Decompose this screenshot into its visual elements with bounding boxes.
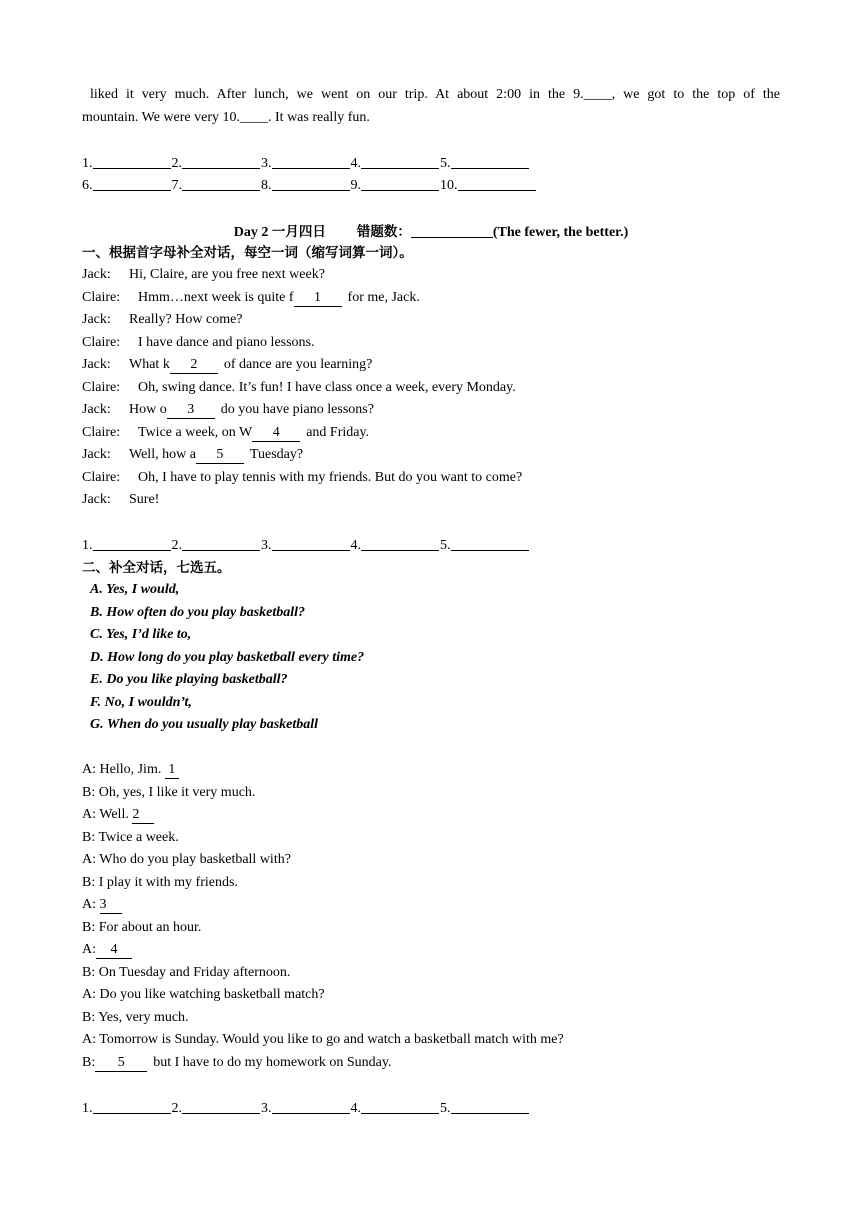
dialogue-text: How o <box>129 402 167 417</box>
dialogue-blank-1[interactable]: 1 <box>165 762 179 779</box>
option-d: D. How long do you play basketball every time? <box>90 649 365 665</box>
dialogue-text: A: <box>82 942 96 957</box>
dialogue-text: Tuesday? <box>249 447 304 462</box>
dialogue-text: Really? How come? <box>129 312 243 327</box>
speaker-label: Jack: <box>82 447 111 462</box>
dialogue-line <box>82 939 780 962</box>
errors-count-blank[interactable] <box>411 221 493 238</box>
dialogue-line: A: Tomorrow is Sunday. Would you like to go and watch a basketball match with me? <box>82 1032 564 1047</box>
section1-dialogue-line <box>82 467 780 490</box>
section2-answer-row <box>82 1097 780 1120</box>
dialogue-text: but I have to do my homework on Sunday. <box>153 1054 392 1070</box>
dialogue-text: Twice a week, on W <box>138 424 253 440</box>
answer-label: 8. <box>261 178 272 193</box>
section1-dialogue-line <box>82 422 780 445</box>
dialogue-line: B: I play it with my friends. <box>82 874 238 890</box>
answer-blank[interactable] <box>93 154 171 169</box>
answer-blank[interactable] <box>93 536 171 551</box>
speaker-label: Jack: <box>82 312 111 327</box>
dialogue-text: Oh, I have to play tennis with my friends. But do you want to come? <box>138 469 523 485</box>
dialogue-text: B: <box>82 1054 96 1070</box>
option-g: G. When do you usually play basketball <box>90 717 319 732</box>
speaker-label: Claire: <box>82 379 121 395</box>
section1-title: 一、根据首字母补全对话，每空一词（缩写词算一词）。 <box>82 244 413 261</box>
section1-dialogue <box>82 264 780 512</box>
answer-blank[interactable] <box>93 176 171 191</box>
dialogue-line: B: Twice a week. <box>82 829 179 845</box>
answer-label: 5. <box>440 155 451 171</box>
dialogue-text: What k <box>129 357 170 372</box>
dialogue-blank-5[interactable]: 5 <box>196 447 244 464</box>
option-a: A. Yes, I would, <box>90 582 180 597</box>
dialogue-text: A: Well. <box>82 807 133 822</box>
option-b: B. How often do you play basketball? <box>90 604 306 620</box>
answer-blank[interactable] <box>182 154 260 169</box>
speaker-label: Claire: <box>82 289 121 305</box>
answer-blank[interactable] <box>451 1099 529 1114</box>
passage-line-1: liked it very much. After lunch, we went on our trip. At about 2:00 in the 9.____, we got to the top of the <box>90 87 780 102</box>
dialogue-line: B: Oh, yes, I like it very much. <box>82 784 256 800</box>
dialogue-blank-3[interactable]: 3 <box>100 897 122 914</box>
dialogue-text: and Friday. <box>306 424 370 440</box>
dialogue-text: A: <box>82 897 100 912</box>
dialogue-line <box>82 894 780 917</box>
answer-label: 9. <box>350 178 361 193</box>
section1-dialogue-line <box>82 332 780 355</box>
answer-label: 2. <box>171 155 182 171</box>
dialogue-text: I have dance and piano lessons. <box>138 334 315 350</box>
dialogue-line: B: Yes, very much. <box>82 1009 189 1025</box>
answer-blank[interactable] <box>361 1099 439 1114</box>
dialogue-blank-3[interactable]: 3 <box>167 402 215 419</box>
answer-blank[interactable] <box>93 1099 171 1114</box>
answer-blank[interactable] <box>361 176 439 191</box>
section1-dialogue-line <box>82 489 780 512</box>
dialogue-text: Oh, swing dance. It’s fun! I have class once a week, every Monday. <box>138 379 516 395</box>
section1-dialogue-line <box>82 354 780 377</box>
dialogue-line: A: Do you like watching basketball match? <box>82 987 325 1002</box>
answer-label: 4. <box>350 538 361 553</box>
answer-blank[interactable] <box>182 1099 260 1114</box>
day-label: Day 2 <box>233 225 269 240</box>
answer-row-1 <box>82 152 780 175</box>
passage-line-2: mountain. We were very 10.____. It was really fun. <box>82 109 370 125</box>
motto: (The fewer, the better.) <box>492 225 629 240</box>
speaker-label: Claire: <box>82 469 121 485</box>
dialogue-blank-2[interactable]: 2 <box>170 357 218 374</box>
speaker-label: Jack: <box>82 267 111 282</box>
answer-label: 1. <box>82 1100 93 1116</box>
answer-blank[interactable] <box>182 176 260 191</box>
dialogue-line: A: Who do you play basketball with? <box>82 852 291 867</box>
option-f: F. No, I wouldn’t, <box>90 694 192 710</box>
dialogue-text: of dance are you learning? <box>223 357 373 372</box>
dialogue-text: Well, how a <box>129 447 196 462</box>
speaker-label: Jack: <box>82 492 111 507</box>
section1-dialogue-line <box>82 287 780 310</box>
answer-blank[interactable] <box>182 536 260 551</box>
answer-blank[interactable] <box>272 1099 350 1114</box>
answer-blank[interactable] <box>361 154 439 169</box>
dialogue-line <box>82 1052 780 1075</box>
answer-blank[interactable] <box>458 176 536 191</box>
speaker-label: Jack: <box>82 357 111 372</box>
answer-label: 7. <box>171 178 182 193</box>
answer-label: 4. <box>350 155 361 171</box>
answer-blank[interactable] <box>361 536 439 551</box>
dialogue-line: B: For about an hour. <box>82 919 202 935</box>
day-heading <box>82 219 780 242</box>
dialogue-blank-4[interactable]: 4 <box>96 942 132 959</box>
dialogue-blank-5[interactable]: 5 <box>95 1055 147 1072</box>
answer-label: 10. <box>440 178 458 193</box>
section1-answer-row <box>82 534 780 557</box>
section1-dialogue-line <box>82 309 780 332</box>
section1-dialogue-line <box>82 264 780 287</box>
dialogue-text: Hi, Claire, are you free next week? <box>129 267 325 282</box>
worksheet-page <box>82 84 780 1119</box>
answer-blank[interactable] <box>272 176 350 191</box>
dialogue-line <box>82 759 780 782</box>
speaker-label: Claire: <box>82 424 121 440</box>
answer-row-2 <box>82 174 780 197</box>
option-e: E. Do you like playing basketball? <box>90 672 288 687</box>
errors-label: 错题数： <box>356 224 411 240</box>
section1-dialogue-line <box>82 399 780 422</box>
answer-blank[interactable] <box>451 536 529 551</box>
answer-blank[interactable] <box>451 154 529 169</box>
dialogue-text: do you have piano lessons? <box>220 402 374 417</box>
answer-label: 2. <box>171 538 182 553</box>
dialogue-text: Sure! <box>129 492 160 507</box>
section1-dialogue-line <box>82 444 780 467</box>
option-c: C. Yes, I’d like to, <box>90 627 192 642</box>
dialogue-blank-2[interactable]: 2 <box>132 807 154 824</box>
day-date: 一月四日 <box>271 224 326 240</box>
dialogue-text: Hmm…next week is quite f <box>138 289 294 305</box>
answer-label: 1. <box>82 155 93 171</box>
speaker-label: Claire: <box>82 334 121 350</box>
section2-title: 二、补全对话，七选五。 <box>82 559 231 576</box>
dialogue-line <box>82 804 780 827</box>
dialogue-blank-1[interactable]: 1 <box>294 290 342 307</box>
answer-blank[interactable] <box>272 536 350 551</box>
answer-label: 3. <box>261 1100 272 1116</box>
answer-label: 2. <box>171 1100 182 1116</box>
dialogue-text: for me, Jack. <box>347 289 420 305</box>
speaker-label: Jack: <box>82 402 111 417</box>
answer-label: 5. <box>440 1100 451 1116</box>
answer-label: 5. <box>440 538 451 553</box>
section1-dialogue-line <box>82 377 780 400</box>
dialogue-line: B: On Tuesday and Friday afternoon. <box>82 964 291 980</box>
answer-label: 6. <box>82 178 93 193</box>
dialogue-text: A: Hello, Jim. <box>82 762 165 777</box>
answer-label: 3. <box>261 538 272 553</box>
dialogue-blank-4[interactable]: 4 <box>252 425 300 442</box>
answer-label: 3. <box>261 155 272 171</box>
answer-blank[interactable] <box>272 154 350 169</box>
answer-label: 1. <box>82 538 93 553</box>
answer-label: 4. <box>350 1100 361 1116</box>
